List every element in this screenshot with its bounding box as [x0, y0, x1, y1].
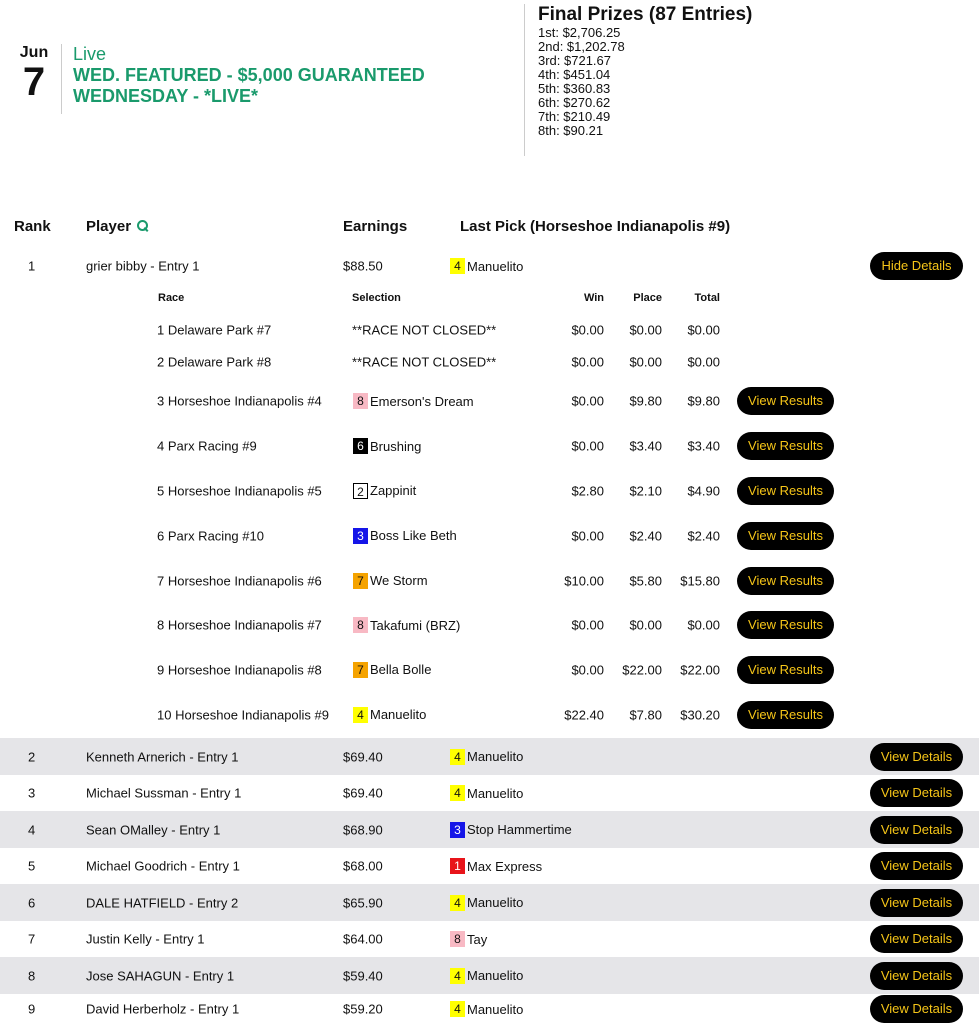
race-selection: [352, 355, 496, 370]
row-player: David Herberholz - Entry 1: [86, 1001, 240, 1017]
win-amount: $0.00: [571, 322, 604, 338]
total-amount: $0.00: [687, 617, 720, 633]
race-name: 8 Horseshoe Indianapolis #7: [157, 617, 322, 633]
prize-item: 6th: $270.62: [538, 95, 611, 110]
row-rank: 7: [28, 931, 36, 947]
race-name: 7 Horseshoe Indianapolis #6: [157, 573, 322, 588]
place-header: Place: [633, 292, 662, 304]
race-name: 4 Parx Racing #9: [157, 438, 257, 454]
horse-name: Manuelito: [467, 749, 524, 764]
row-last-pick: [450, 895, 523, 911]
prize-item: 1st: $2,706.25: [538, 25, 621, 40]
win-amount: $22.40: [564, 707, 604, 722]
race-detail-row: [0, 558, 979, 603]
post-position-badge: 8: [353, 393, 368, 409]
row-last-pick: [450, 968, 523, 984]
prizes-title: Final Prizes (87 Entries): [538, 4, 753, 25]
total-amount: $15.80: [680, 573, 720, 588]
post-position-badge: 7: [353, 662, 368, 678]
race-detail-row: [0, 647, 979, 692]
race-detail-row: [0, 424, 979, 468]
race-name: 10 Horseshoe Indianapolis #9: [157, 707, 330, 722]
horse-name: Manuelito: [467, 968, 524, 983]
row-last-pick: [450, 1001, 523, 1017]
view-details-button[interactable]: View Details: [870, 779, 963, 807]
row-rank: 1: [28, 258, 36, 274]
race-name: 3 Horseshoe Indianapolis #4: [157, 393, 322, 409]
post-position-badge: 1: [450, 858, 465, 874]
post-position-badge: 4: [450, 749, 465, 765]
horse-name: Manuelito: [370, 707, 427, 722]
race-detail-row: [0, 603, 979, 647]
prize-item: 4th: $451.04: [538, 67, 611, 82]
prize-item: 5th: $360.83: [538, 81, 611, 96]
race-name: 9 Horseshoe Indianapolis #8: [157, 662, 322, 677]
horse-name: Manuelito: [467, 258, 524, 274]
total-amount: $30.20: [680, 707, 720, 722]
post-position-badge: 4: [450, 968, 465, 984]
search-icon[interactable]: [137, 220, 149, 232]
place-amount: $0.00: [629, 322, 662, 338]
total-amount: $4.90: [687, 483, 720, 498]
horse-name: Bella Bolle: [370, 662, 432, 677]
total-amount: $0.00: [687, 322, 720, 338]
view-results-button[interactable]: View Results: [737, 701, 834, 729]
horse-name: We Storm: [370, 573, 428, 588]
view-details-button[interactable]: View Details: [870, 962, 963, 990]
row-player: Jose SAHAGUN - Entry 1: [86, 968, 235, 983]
post-position-badge: 8: [353, 617, 368, 633]
post-position-badge: 7: [353, 573, 368, 589]
horse-name: Emerson's Dream: [370, 393, 474, 409]
contest-info: [73, 44, 493, 107]
race-selection: [352, 323, 496, 338]
win-amount: $0.00: [571, 393, 604, 409]
race-selection: [353, 528, 457, 544]
win-amount: $2.80: [571, 483, 604, 498]
row-earnings: $59.40: [343, 968, 383, 983]
row-player: Sean OMalley - Entry 1: [86, 822, 221, 837]
total-amount: $3.40: [687, 438, 720, 454]
row-player: Michael Goodrich - Entry 1: [86, 858, 240, 874]
race-detail-row: [0, 692, 979, 737]
race-name: 5 Horseshoe Indianapolis #5: [157, 483, 322, 498]
divider: [61, 44, 62, 114]
row-earnings: $64.00: [343, 931, 383, 947]
race-detail-row: [0, 513, 979, 558]
view-details-button[interactable]: View Details: [870, 743, 963, 771]
post-position-badge: 4: [353, 707, 368, 723]
view-details-button[interactable]: View Details: [870, 816, 963, 844]
last-pick-header: Last Pick (Horseshoe Indianapolis #9): [460, 218, 731, 235]
prizes-list: [538, 26, 752, 138]
leaderboard-row: [0, 738, 979, 775]
total-amount: $0.00: [687, 354, 720, 370]
view-results-button[interactable]: View Results: [737, 477, 834, 505]
contest-header: [0, 0, 979, 170]
selection-header: Selection: [352, 292, 401, 304]
row-player: grier bibby - Entry 1: [86, 258, 200, 274]
prize-item: 8th: $90.21: [538, 123, 604, 138]
leaderboard-row: [0, 848, 979, 884]
post-position-badge: 4: [450, 895, 465, 911]
total-amount: $9.80: [687, 393, 720, 409]
prize-item: 3rd: $721.67: [538, 53, 612, 68]
place-amount: $7.80: [629, 707, 662, 722]
view-results-button[interactable]: View Results: [737, 522, 834, 550]
view-results-button[interactable]: View Results: [737, 611, 834, 639]
total-header: Total: [694, 292, 720, 304]
contest-status: Live: [73, 44, 107, 64]
leaderboard-row: [0, 921, 979, 957]
row-player: Michael Sussman - Entry 1: [86, 785, 242, 801]
row-last-pick: [450, 785, 523, 801]
leaderboard-row: [0, 884, 979, 921]
place-amount: $5.80: [629, 573, 662, 588]
leaderboard-row: [0, 811, 979, 848]
win-amount: $0.00: [571, 354, 604, 370]
race-selection: [353, 438, 421, 454]
horse-name: Max Express: [467, 858, 543, 874]
horse-name: Zappinit: [370, 483, 417, 498]
view-details-button[interactable]: View Details: [870, 889, 963, 917]
contest-name: WED. FEATURED - $5,000 GUARANTEED WEDNESDAY - *LIVE*: [73, 65, 425, 106]
win-amount: $0.00: [571, 438, 604, 454]
row-rank: 4: [28, 822, 36, 837]
player-header-label: Player: [86, 218, 132, 235]
race-detail-row: [0, 378, 979, 424]
view-results-button[interactable]: View Results: [737, 656, 834, 684]
details-header: [0, 290, 979, 308]
place-amount: $0.00: [629, 354, 662, 370]
view-details-button[interactable]: View Details: [870, 852, 963, 880]
win-amount: $0.00: [571, 617, 604, 633]
post-position-badge: 3: [353, 528, 368, 544]
win-amount: $10.00: [564, 573, 604, 588]
row-rank: 9: [28, 1001, 36, 1017]
row-earnings: $65.90: [343, 895, 383, 910]
horse-name: Stop Hammertime: [467, 822, 572, 837]
post-position-badge: 3: [450, 822, 465, 838]
horse-name: Tay: [467, 931, 488, 947]
total-amount: $2.40: [687, 528, 720, 543]
row-rank: 8: [28, 968, 36, 983]
race-name: 2 Delaware Park #8: [157, 354, 272, 370]
post-position-badge: 6: [353, 438, 368, 454]
race-name: 1 Delaware Park #7: [157, 322, 272, 338]
leaderboard-header: [0, 216, 979, 238]
earnings-header: Earnings: [343, 218, 408, 235]
final-prizes: [524, 4, 752, 156]
view-results-button[interactable]: View Results: [737, 387, 834, 415]
race-detail-row: [0, 346, 979, 378]
row-last-pick: [450, 258, 523, 274]
win-header: Win: [583, 292, 604, 304]
view-results-button[interactable]: View Results: [737, 567, 834, 595]
race-selection: [353, 707, 426, 723]
player-header: [86, 218, 131, 235]
row-earnings: $68.90: [343, 822, 383, 837]
prize-item: 7th: $210.49: [538, 109, 611, 124]
race-selection: [353, 483, 416, 499]
horse-name: Boss Like Beth: [370, 528, 457, 543]
row-player: DALE HATFIELD - Entry 2: [86, 895, 239, 910]
horse-name: Manuelito: [467, 1001, 524, 1017]
post-position-badge: 4: [450, 785, 465, 801]
row-rank: 3: [28, 785, 36, 801]
place-amount: $3.40: [629, 438, 662, 454]
leaderboard-row: [0, 775, 979, 811]
row-last-pick: [450, 858, 542, 874]
row-earnings: $59.20: [343, 1001, 383, 1017]
horse-name: Takafumi (BRZ): [370, 617, 461, 633]
place-amount: $2.40: [629, 528, 662, 543]
place-amount: $0.00: [629, 617, 662, 633]
prize-item: 2nd: $1,202.78: [538, 39, 625, 54]
view-results-button[interactable]: View Results: [737, 432, 834, 460]
contest-date: [16, 44, 52, 102]
row-last-pick: [450, 749, 523, 765]
horse-name: Brushing: [370, 438, 422, 454]
leaderboard-row-expanded: [0, 250, 979, 282]
race-detail-row: [0, 468, 979, 513]
post-position-badge: 4: [450, 258, 465, 274]
horse-name: Manuelito: [467, 785, 524, 801]
horse-name: Manuelito: [467, 895, 524, 910]
row-player: Justin Kelly - Entry 1: [86, 931, 205, 947]
date-month: Jun: [19, 44, 49, 61]
race-selection: [353, 573, 428, 589]
place-amount: $9.80: [629, 393, 662, 409]
row-earnings: $69.40: [343, 749, 383, 764]
post-position-badge: 4: [450, 1001, 465, 1017]
win-amount: $0.00: [571, 662, 604, 677]
total-amount: $22.00: [680, 662, 720, 677]
row-earnings: $69.40: [343, 785, 383, 801]
row-player: Kenneth Arnerich - Entry 1: [86, 749, 239, 764]
place-amount: $22.00: [622, 662, 662, 677]
row-earnings: $68.00: [343, 858, 383, 874]
date-day: 7: [22, 60, 46, 104]
rank-header: Rank: [14, 218, 51, 235]
race-selection: [353, 662, 431, 678]
place-amount: $2.10: [629, 483, 662, 498]
row-last-pick: [450, 931, 487, 947]
view-details-button[interactable]: View Details: [870, 995, 963, 1023]
row-last-pick: [450, 822, 572, 838]
horse-name: **RACE NOT CLOSED**: [352, 354, 497, 370]
leaderboard-row: [0, 994, 979, 1024]
race-name: 6 Parx Racing #10: [157, 528, 264, 543]
horse-name: **RACE NOT CLOSED**: [352, 322, 497, 338]
hide-details-button[interactable]: Hide Details: [870, 252, 963, 280]
row-earnings: $88.50: [343, 258, 383, 274]
row-rank: 5: [28, 858, 36, 874]
win-amount: $0.00: [571, 528, 604, 543]
row-rank: 6: [28, 895, 36, 910]
row-rank: 2: [28, 749, 36, 764]
post-position-badge: 2: [353, 483, 368, 499]
leaderboard-row: [0, 957, 979, 994]
view-details-button[interactable]: View Details: [870, 925, 963, 953]
race-header: Race: [158, 292, 185, 304]
post-position-badge: 8: [450, 931, 465, 947]
race-detail-row: [0, 314, 979, 346]
race-selection: [353, 393, 474, 409]
race-selection: [353, 617, 460, 633]
